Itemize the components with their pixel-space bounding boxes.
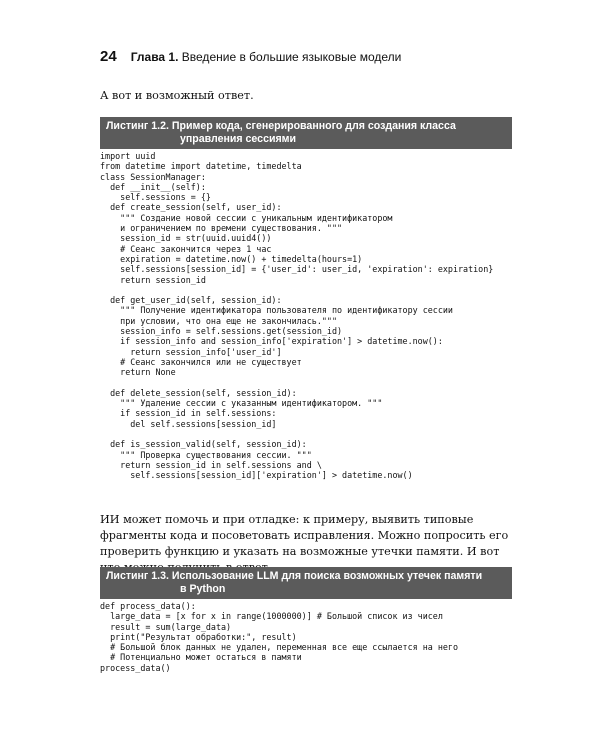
code-line: large_data = [x for x in range(1000000)] # Большой список из чисел bbox=[100, 611, 443, 622]
code-line: и ограничением по времени существования. """ bbox=[100, 223, 343, 234]
code-line: del self.sessions[session_id] bbox=[100, 418, 277, 429]
code-line: class SessionManager: bbox=[100, 171, 206, 182]
code-line: return session_id in self.sessions and \ bbox=[100, 459, 322, 470]
code-line: # Сеанс закончится через 1 час bbox=[100, 243, 272, 254]
code-line: def __init__(self): bbox=[100, 181, 206, 192]
code-line: if session_id in self.sessions: bbox=[100, 408, 277, 419]
code-line: def process_data(): bbox=[100, 601, 196, 611]
listing-1-caption-line-2: управления сессиями bbox=[180, 133, 297, 145]
code-line: """ Проверка существования сессии. """ bbox=[100, 449, 312, 460]
code-line bbox=[100, 285, 520, 295]
listing-2-caption-line-1: Листинг 1.3. Использование LLM для поиска возможных утечек памяти bbox=[106, 570, 483, 582]
code-line: if session_info and session_info['expiration'] > datetime.now(): bbox=[100, 336, 443, 347]
code-line bbox=[100, 378, 520, 388]
chapter-label: Глава 1. bbox=[130, 50, 179, 64]
code-line: expiration = datetime.now() + timedelta(hours=1) bbox=[100, 253, 363, 264]
code-line: def delete_session(self, session_id): bbox=[100, 387, 297, 398]
code-line: print("Результат обработки:", result) bbox=[100, 631, 297, 642]
code-line: """ Удаление сессии с указанным идентификатором. """ bbox=[100, 398, 383, 409]
intro-paragraph: А вот и возможный ответ. bbox=[100, 89, 254, 102]
code-line: self.sessions = {} bbox=[100, 192, 211, 203]
code-line bbox=[100, 429, 520, 439]
code-line: session_info = self.sessions.get(session_id) bbox=[100, 326, 343, 337]
code-line: """ Создание новой сессии с уникальным идентификатором bbox=[100, 212, 393, 223]
listing-2-code bbox=[100, 601, 520, 673]
code-line: session_id = str(uuid.uuid4()) bbox=[100, 233, 272, 244]
code-line: при условии, что она еще не закончилась.""" bbox=[100, 315, 337, 326]
code-line: """ Получение идентификатора пользователя по идентификатору сессии bbox=[100, 305, 453, 316]
code-line: def create_session(self, user_id): bbox=[100, 202, 282, 213]
listing-1-code bbox=[100, 151, 520, 481]
code-line: result = sum(large_data) bbox=[100, 621, 232, 632]
code-line: return session_info['user_id'] bbox=[100, 346, 282, 357]
code-line: return None bbox=[100, 367, 176, 378]
code-line: from datetime import datetime, timedelta bbox=[100, 161, 302, 172]
listing-2-caption-line-2: в Python bbox=[180, 583, 226, 595]
code-line: process_data() bbox=[100, 662, 171, 673]
listing-1-caption bbox=[100, 117, 512, 149]
chapter-title: Введение в большие языковые модели bbox=[181, 50, 402, 64]
code-line: def is_session_valid(self, session_id): bbox=[100, 439, 307, 450]
listing-2-caption bbox=[100, 567, 512, 599]
code-line: # Сеанс закончился или не существует bbox=[100, 356, 302, 367]
code-line: self.sessions[session_id] = {'user_id': user_id, 'expiration': expiration} bbox=[100, 264, 494, 275]
code-line: def get_user_id(self, session_id): bbox=[100, 295, 282, 306]
code-line: # Большой блок данных не удален, переменная все еще ссылается на него bbox=[100, 642, 458, 653]
code-line: return session_id bbox=[100, 274, 206, 285]
debug-paragraph: ИИ может помочь и при отладке: к примеру, выявить типовые фрагменты кода и посоветовать исправления. Можно попросить его проверить функцию и указать на возможные утечки памяти. И вот bbox=[100, 513, 509, 558]
page-number: 24 bbox=[100, 48, 117, 65]
listing-1-caption-line-1: Листинг 1.2. Пример кода, сгенерированного для создания класса bbox=[106, 120, 456, 132]
running-head bbox=[100, 48, 401, 65]
code-line: import uuid bbox=[100, 151, 156, 161]
code-line: # Потенциально может остаться в памяти bbox=[100, 652, 302, 663]
code-line: self.sessions[session_id]['expiration'] > datetime.now() bbox=[100, 470, 413, 481]
